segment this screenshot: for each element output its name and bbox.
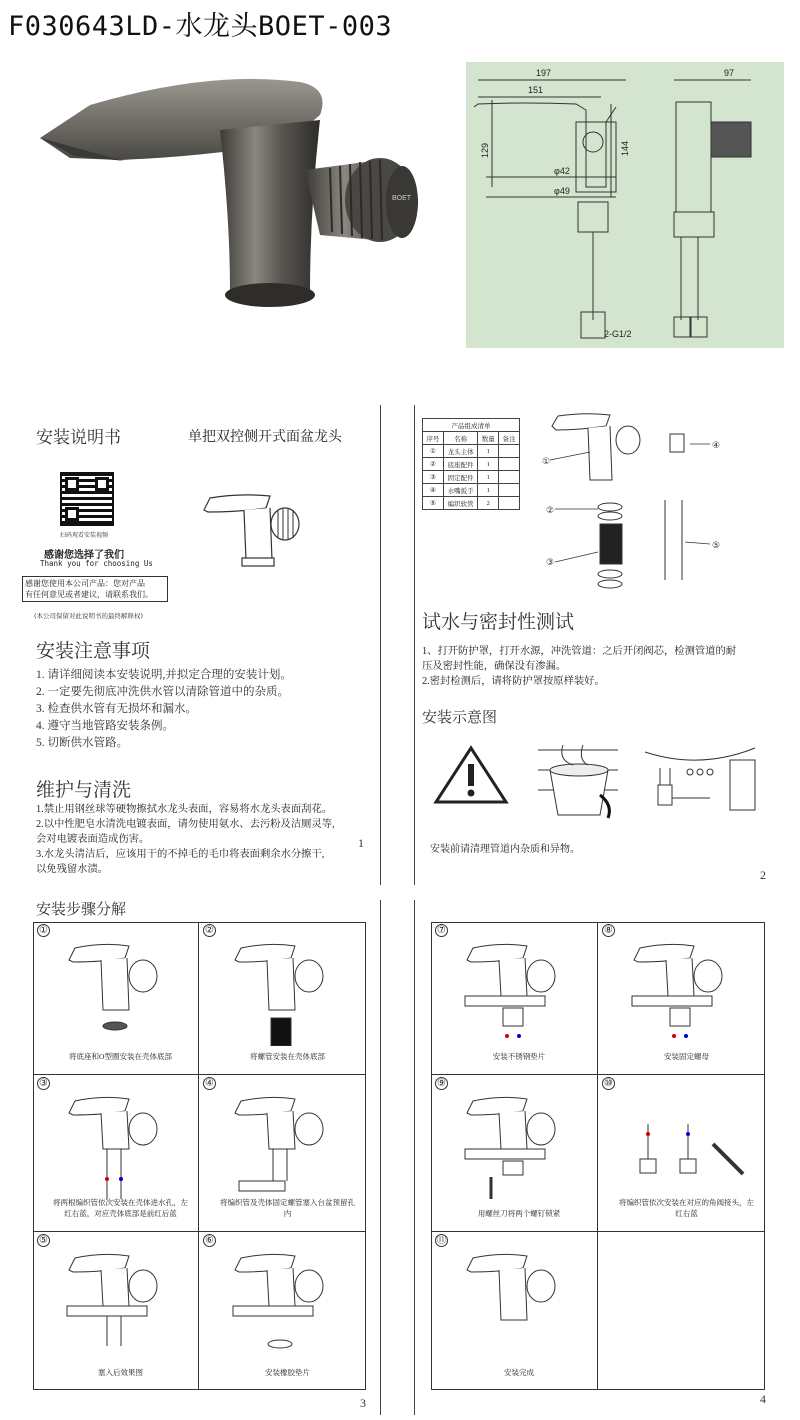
step-illustration	[229, 1246, 329, 1356]
list-item: 以免残留水渍。	[36, 864, 109, 875]
manual-heading: 安装说明书	[36, 428, 121, 447]
page-number: 4	[760, 1392, 766, 1406]
list-item: 2.以中性肥皂水清洗电镀表面，请勿使用氨水、去污粉及洁厕灵等,	[36, 819, 335, 830]
faucet-product-photo	[30, 60, 430, 360]
dim-151: 151	[528, 85, 544, 95]
table-header: 数量	[478, 432, 499, 445]
bucket-flush-icon	[528, 740, 628, 820]
install-notes-list	[36, 667, 376, 752]
step-card	[33, 1232, 199, 1390]
step-number: ③	[37, 1077, 50, 1090]
table-row: ③ 固定配件 1	[423, 471, 520, 484]
callout-4: ④	[712, 441, 721, 451]
step-caption: 安装不锈钢垫片	[492, 1052, 546, 1061]
step-card	[199, 1075, 366, 1232]
basin-pipe-icon	[640, 740, 760, 820]
product-subtitle: 单把双控侧开式面盆龙头	[188, 430, 342, 445]
step-card	[199, 1232, 366, 1390]
thanks-cn: 感谢您选择了我们	[44, 550, 124, 561]
faucet-line-drawing	[200, 488, 310, 573]
list-item: 4. 遵守当地管路安装条例。	[36, 720, 174, 732]
step-caption: 将底座和O型圈安装在壳体底部	[69, 1052, 172, 1061]
step-number: ⑤	[37, 1234, 50, 1247]
dim-197: 197	[536, 68, 552, 78]
list-item: 3. 检查供水管有无损坏和漏水。	[36, 703, 197, 715]
step-card	[33, 1075, 199, 1232]
list-item: 5. 切断供水管路。	[36, 737, 128, 749]
step-number: ⑩	[602, 1077, 615, 1090]
step-caption: 将螺管安装在壳体底部	[250, 1052, 325, 1061]
thanks-en: Thank you for choosing Us	[40, 559, 153, 568]
step-illustration	[628, 1089, 748, 1189]
notice-line: 感谢您使用本公司产品：您对产品	[25, 579, 145, 588]
section-maintenance-title: 维护与清洗	[36, 780, 132, 801]
table-row: ④ 水嘴扳手 1	[423, 484, 520, 497]
step-number: ⑥	[203, 1234, 216, 1247]
step-card	[199, 922, 366, 1075]
page-divider	[380, 405, 381, 885]
list-item: 3.水龙头清洁后，应该用干的不掉毛的毛巾将表面剩余水分擦干,	[36, 849, 325, 860]
step-caption: 将编织管及壳体固定螺管塞入台盆预留孔内	[220, 1198, 355, 1218]
table-row: ① 龙头主体 1	[423, 445, 520, 458]
step-illustration	[63, 936, 163, 1031]
section-install-notes-title: 安装注意事项	[36, 641, 151, 662]
table-row: ⑤ 编织软管 2	[423, 497, 520, 510]
step-card	[598, 922, 765, 1075]
list-item: 2. 一定要先彻底冲洗供水管以清除管道中的杂质。	[36, 686, 289, 698]
step-card	[598, 1075, 765, 1232]
step-illustration	[63, 1246, 163, 1356]
page-number: 3	[360, 1396, 366, 1410]
callout-5: ⑤	[712, 541, 721, 551]
callout-3: ③	[546, 558, 555, 568]
step-illustration	[461, 1246, 561, 1346]
water-test-text	[422, 644, 782, 689]
parts-table	[422, 418, 520, 510]
step-card	[431, 1232, 598, 1390]
technical-drawing	[466, 62, 784, 348]
svg-text:BOET: BOET	[392, 195, 412, 202]
rights-note: (本公司保留对此说明书的最终解释权)	[34, 612, 144, 620]
qr-code	[60, 472, 114, 526]
page-divider	[414, 900, 415, 1415]
step-illustration	[461, 936, 561, 1046]
section-water-test-title: 试水与密封性测试	[422, 612, 575, 633]
page-divider	[380, 900, 381, 1415]
step-number: ⑨	[435, 1077, 448, 1090]
step-illustration	[229, 1089, 329, 1199]
install-steps-title: 安装步骤分解	[36, 902, 127, 918]
step-caption: 将编织管依次安装在对应的角阀接头，左红右蓝	[619, 1198, 754, 1218]
install-diagram-title: 安装示意图	[422, 710, 498, 726]
step-number: ②	[203, 924, 216, 937]
step-illustration	[63, 1089, 163, 1199]
maintenance-list	[36, 802, 376, 877]
list-item: 1. 请详细阅读本安装说明,并拟定合理的安装计划。	[36, 669, 292, 681]
step-caption: 用螺丝刀将两个螺钉锁紧	[477, 1209, 561, 1218]
list-item: 压及密封性能，确保没有渗漏。	[422, 661, 567, 672]
page-divider	[414, 405, 415, 885]
step-caption: 安装完成	[504, 1368, 534, 1377]
table-header: 备注	[499, 432, 520, 445]
list-item: 会对电镀表面造成伤害。	[36, 834, 150, 845]
step-number: ⑦	[435, 924, 448, 937]
notice-box	[22, 576, 168, 602]
step-number: ④	[203, 1077, 216, 1090]
parts-table-title: 产品组成清单	[423, 419, 520, 432]
qr-caption: 扫码观看安装视频	[60, 532, 109, 539]
dim-129: 129	[480, 142, 490, 158]
dim-phi49: φ49	[554, 186, 570, 196]
dim-phi42: φ42	[554, 166, 570, 176]
step-illustration	[628, 936, 728, 1046]
step-caption: 将两根编织管依次安装在壳体进水孔，左红右蓝，对应壳体底部是前红后蓝	[53, 1198, 188, 1218]
step-caption: 安装橡胶垫片	[265, 1368, 310, 1377]
step-card	[33, 922, 199, 1075]
step-caption: 安装固定螺母	[664, 1052, 709, 1061]
step-card	[431, 1075, 598, 1232]
page-number: 1	[358, 836, 364, 850]
page-title: F030643LD-水龙头BOET-003	[8, 11, 393, 42]
step-number: ⑪	[436, 1235, 447, 1246]
callout-2: ②	[546, 506, 555, 516]
dim-144: 144	[620, 140, 630, 156]
notice-line: 有任何意见或者建议，请联系我们。	[25, 590, 153, 599]
parts-exploded-diagram	[540, 412, 790, 592]
table-row: ② 底座配件 1	[423, 458, 520, 471]
dim-97: 97	[724, 68, 735, 78]
step-number: ⑧	[602, 924, 615, 937]
step-card	[431, 922, 598, 1075]
list-item: 1.禁止用钢丝球等硬物擦拭水龙头表面，容易将水龙头表面刮花。	[36, 804, 333, 815]
list-item: 1、打开防护罩，打开水源，冲洗管道：之后开闭阀芯，检测管道的耐	[422, 646, 737, 657]
list-item: 2.密封检测后，请将防护罩按原样装好。	[422, 676, 605, 687]
table-header: 序号	[423, 432, 444, 445]
callout-1: ①	[542, 457, 551, 467]
step-illustration	[461, 1089, 561, 1199]
dim-g12: 2-G1/2	[604, 329, 632, 339]
page-number: 2	[760, 868, 766, 882]
step-illustration	[229, 936, 329, 1046]
warning-sign-icon	[426, 740, 516, 810]
step-number: ①	[37, 924, 50, 937]
step-caption: 塞入后效果图	[98, 1368, 143, 1377]
table-header: 名称	[443, 432, 477, 445]
install-diagram-note: 安装前请清理管道内杂质和异物。	[430, 844, 580, 855]
